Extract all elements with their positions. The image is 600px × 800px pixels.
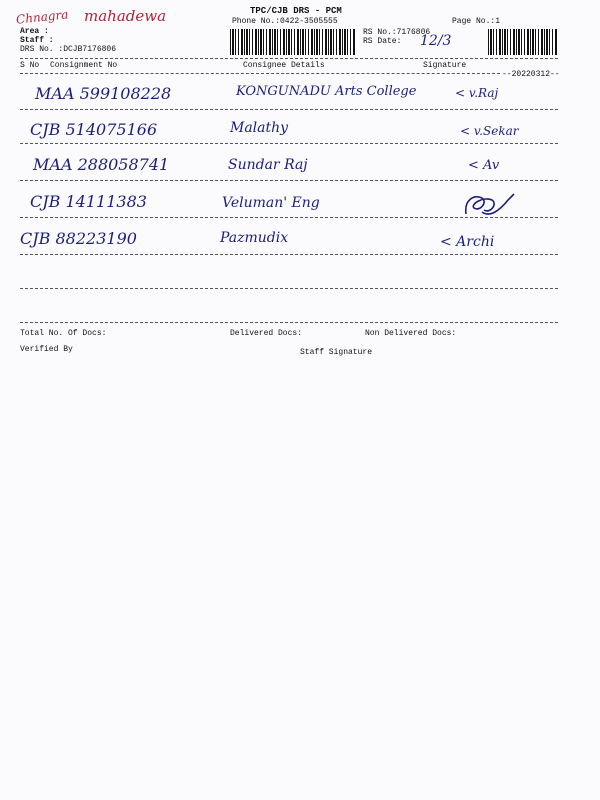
handwritten-annotation [16,6,166,25]
consignee-name: Veluman' Eng [222,195,320,211]
verified-by-label: Verified By [20,345,73,354]
page-number: Page No.:1 [452,17,501,26]
signature: < Av [468,158,500,173]
rs-date-label: RS Date: [363,37,402,46]
staff-label: Staff : [20,36,54,45]
barcode-rs [488,29,558,55]
consignment-no: CJB 14111383 [30,192,147,211]
rs-number: RS No.:7176806 [363,28,431,37]
signature: < Archi [440,234,495,250]
header-divider [20,58,558,59]
rs-date-handwritten: 12/3 [420,33,452,49]
consignee-name: Pazmudix [220,230,289,246]
signature: < v.Sekar [460,124,519,138]
col-consignee: Consignee Details [243,61,325,70]
document-title: TPC/CJB DRS - PCM [250,6,342,16]
barcode-drs [230,29,356,55]
staff-signature-label: Staff Signature [300,348,373,357]
col-sno: S No [20,61,40,70]
total-docs-label: Total No. Of Docs: [20,329,107,338]
delivered-docs-label: Delivered Docs: [230,329,303,338]
signature: < v.Raj [455,86,499,100]
handwritten-name: mahadewa [84,7,167,25]
consignee-name: Malathy [230,120,289,136]
phone-number: Phone No.:0422-3505555 [232,17,338,26]
consignment-no: CJB 88223190 [20,229,137,248]
consignment-no: CJB 514075166 [30,120,158,139]
consignee-name: Sundar Raj [228,157,308,173]
header-divider-2 [20,73,500,74]
drs-number: DRS No. :DCJB7176806 [20,45,117,54]
consignment-no: MAA 288058741 [33,155,170,174]
col-signature: Signature [423,61,467,70]
signature-scribble [460,188,520,224]
date-code: --20220312-- [502,70,560,79]
consignee-name: KONGUNADU Arts College [236,84,417,99]
consignment-no: MAA 599108228 [35,84,172,103]
handwritten-prefix: Chnagra [15,7,69,27]
area-label: Area : [20,27,49,36]
col-consignment: Consignment No [50,61,118,70]
non-delivered-docs-label: Non Delivered Docs: [365,329,457,338]
empty-row-divider [20,322,558,323]
empty-row-divider [20,288,558,289]
